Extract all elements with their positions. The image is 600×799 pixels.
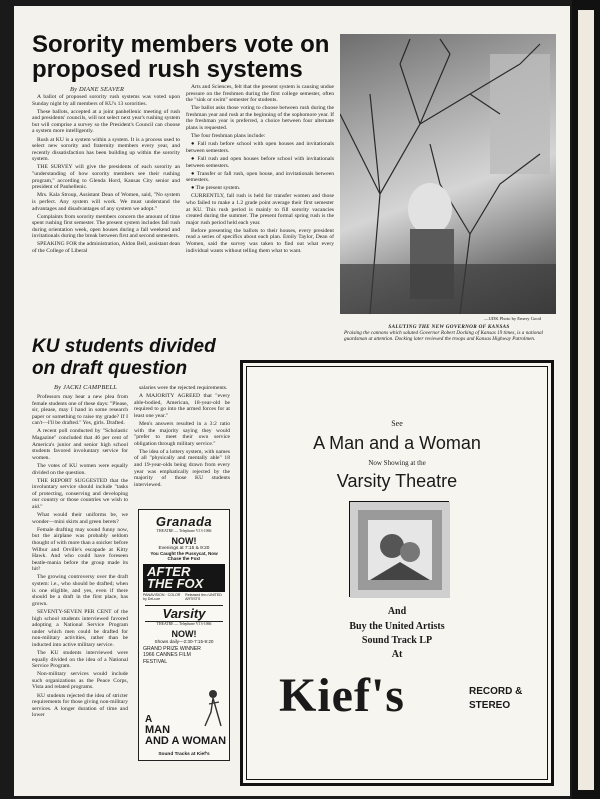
paragraph: What would their uniforms be, we wonder—mini skirts and green berets? bbox=[32, 512, 128, 525]
paragraph: The KU students interviewed were equally divided on the idea of a National Service Program. bbox=[32, 649, 128, 670]
evening-times: Evenings at 7:15 & 9:20 bbox=[158, 546, 210, 551]
show-times: Shows daily—2:30-7:15-9:20 bbox=[154, 639, 214, 644]
varsity-sub: THEATRE — Telephone VI 3-1066 bbox=[156, 622, 212, 626]
kiefs-record-ad bbox=[240, 360, 554, 786]
after-the-fox-logo bbox=[143, 564, 225, 592]
adjacent-page-strip bbox=[578, 10, 594, 790]
paragraph: Rush at KU is a system within a system. It is a process used to select new sorority and fraternity members every year, and recently dissatisfaction has been building up within the sorority system. bbox=[32, 136, 180, 163]
film1-distributor: Released thru UNITED ARTISTS bbox=[185, 593, 222, 601]
granada-theater-ad bbox=[138, 509, 230, 761]
paragraph: Men's answers resulted in a 3:2 ratio with the majority saying they would "prefer to meet their own service obligation through military service." bbox=[134, 420, 230, 447]
ad-soundtrack: Sound Track LP bbox=[361, 635, 433, 646]
soundtrack-note: Sound Tracks at Kief's bbox=[158, 752, 210, 757]
paragraph: ● Transfer or fall rush, open house, and invitationals between semesters. bbox=[186, 170, 334, 184]
ad-see: See bbox=[391, 419, 403, 428]
paragraph: SPEAKING FOR the administration, Aldon Bell, assistant dean of the College of Liberal bbox=[32, 241, 180, 255]
film1-line1: AFTER bbox=[147, 564, 191, 579]
ad-film-title: A Man and a Woman bbox=[313, 433, 481, 453]
photo-illustration bbox=[340, 34, 556, 314]
now-label-2: NOW! bbox=[171, 629, 197, 639]
paragraph: A MAJORITY AGREED that "every able-bodied, American, 18-year-old be required to go into the armed forces for at least one year." bbox=[134, 393, 230, 419]
album-cover bbox=[349, 501, 449, 597]
caption-title: SALUTING THE NEW GOVERNOR OF KANSAS bbox=[388, 324, 510, 330]
photo-credit: —UDK Photo by Emery Good bbox=[484, 316, 541, 321]
paragraph: The ballot asks those voting to choose between rush during the freshman year and rush at the beginning of the sophomore year. If the freshman year is preferred, a choice between four alternate plans is requested. bbox=[186, 105, 334, 132]
paragraph: Female drafting may sound funny now, but the airplane was probably seldom thought of with more than a snicker before Wilbur and Orville's escapade at Kitty Hawk. And who could have foreseen beatle-mania before the group made its hit? bbox=[32, 526, 128, 573]
paragraph: These ballots, accepted at a joint panhellenic meeting of rush and presidents' councils, will not select next year's rushing system but will comprise a survey so the President's Council can choose a system more intelligently. bbox=[32, 108, 180, 135]
article1-byline: By DIANE SEAVER bbox=[70, 86, 125, 93]
paragraph: A recent poll conducted by "Scholastic Magazine" concluded that 46 per cent of America's junior and senior high school students favored involuntary service for women. bbox=[32, 428, 128, 461]
article1-headline-line1: Sorority members vote on bbox=[32, 31, 330, 58]
man-and-woman-logo bbox=[145, 714, 226, 747]
governor-salute-photo bbox=[340, 34, 556, 314]
paragraph: salaries were the rejected requirements. bbox=[139, 385, 228, 391]
granada-sub: THEATRE — Telephone VI 3-1066 bbox=[156, 529, 212, 533]
paragraph: The votes of KU women were equally divided on the question. bbox=[32, 462, 128, 476]
paragraph: Non-military services would include such organizations as the Peace Corps, Vista and related programs. bbox=[32, 671, 128, 691]
article2-column-2 bbox=[134, 385, 230, 505]
photo-caption bbox=[344, 324, 554, 343]
paragraph: Professors may hear a new plea from female students one of these days: "Please, sir, please, may I hand in some research paper or something to raise my grade? If I can't—I'll be drafted." Yes, girls. Drafted. bbox=[32, 394, 128, 427]
article1-headline-line2: proposed rush systems bbox=[32, 56, 303, 83]
film2-line2: MAN bbox=[145, 724, 171, 736]
article1-column-1 bbox=[32, 94, 180, 346]
paragraph: The growing controversy over the draft system: i.e., who should be drafted; when is one eligible, and yes, even if there should be a draft in the first place, has grown. bbox=[32, 574, 128, 607]
article1-column-2 bbox=[186, 84, 334, 346]
ad-at: At bbox=[391, 649, 403, 660]
ad-now-showing: Now Showing at the bbox=[368, 459, 426, 467]
paragraph: ● Fall rush before school with open houses and invitationals between semesters. bbox=[186, 141, 334, 154]
film1-credits bbox=[139, 592, 229, 602]
paragraph: The idea of a lottery system, with names of all "physically and mentally able" 18 and 19-year-olds being drawn from every year was emphatically rejected by the majority of those KU students interviewed. bbox=[134, 448, 230, 488]
paragraph: ● Fall rush and open houses before school with invitationals between semesters. bbox=[186, 155, 334, 169]
record-label: RECORD & bbox=[469, 686, 523, 697]
film2-line3: AND A WOMAN bbox=[145, 735, 227, 747]
paragraph: Arts and Sciences, felt that the present system is causing undue pressure on the freshmen during the first college semester, often the "sink or swim" semester for students. bbox=[186, 84, 334, 104]
award-text bbox=[139, 644, 229, 667]
film1-line2: THE FOX bbox=[147, 576, 204, 591]
paragraph: Mrs. Kala Stroup, Assistant Dean of Women, said, "No system is perfect. Any system will work. We must understand the advantages and disadvantages of any system we adopt." bbox=[32, 192, 180, 212]
now-label-1: NOW! bbox=[171, 536, 197, 546]
ad-buy: Buy the United Artists bbox=[349, 621, 445, 632]
paragraph: A ballot of proposed sorority rush systems was voted upon Sunday night by all members of KU's 13 sororities. bbox=[32, 94, 180, 107]
paragraph: THE SURVEY will give the presidents of each sorority an "understanding of how sorority members see their rushing program," according to Glenda Hord, Kansas City senior and president of Panhellenic. bbox=[32, 164, 180, 191]
award-line2: 1966 CANNES FILM bbox=[143, 652, 191, 659]
article2-byline: By JACKI CAMPBELL bbox=[54, 384, 118, 391]
ad-and: And bbox=[387, 606, 407, 617]
varsity-logo: Varsity bbox=[145, 605, 223, 622]
caption-body: Praising the cannons which saluted Governor Robert Docking of Kansas 19 times, is a national guardsman at attention. Docking later reviewed the troops and Kansas Highway Patrolmen. bbox=[344, 330, 543, 343]
article2-column-1 bbox=[32, 394, 128, 789]
record-stereo-label bbox=[469, 685, 522, 713]
article2-headline-line2: on draft question bbox=[32, 358, 188, 379]
paragraph: SEVENTY-SEVEN PER CENT of the high school students interviewed favored adopting a National Service Program under which men could be drafted for non-military activities, rather than be inducted into active military service. bbox=[32, 608, 128, 648]
album-art-icon bbox=[350, 502, 450, 598]
film-tagline: You Caught the Pussycat, Now Chase the Fox! bbox=[150, 551, 218, 561]
newspaper-page bbox=[14, 6, 570, 796]
stereo-label: STEREO bbox=[469, 700, 511, 711]
paragraph: Before presenting the ballots to their houses, every president read a series of specifics about each plan. Emily Taylor, Dean of Women, said the survey was taken to find out what every individual wants without telling them what to want. bbox=[186, 227, 334, 254]
article1-headline bbox=[32, 32, 352, 82]
granada-logo: Granada bbox=[155, 514, 213, 529]
kiefs-logo: Kief's bbox=[279, 669, 405, 722]
film2-line1: A bbox=[145, 714, 153, 725]
film1-credit: PANAVISION · COLOR by DeLuxe bbox=[143, 593, 181, 601]
award-line3: FESTIVAL bbox=[143, 658, 168, 665]
article2-headline-line1: KU students divided bbox=[32, 336, 216, 357]
award-line1: GRAND PRIZE WINNER bbox=[143, 646, 201, 652]
ad-theater-name: Varsity Theatre bbox=[336, 471, 458, 491]
paragraph: The four freshman plans include: bbox=[191, 133, 266, 140]
paragraph: CURRENTLY, fall rush is held for transfer women and those who failed to make a 1.2 grade point average their first semester at KU. This rush period is mainly to fill sorority vacancies created during the summer. The present formal spring rush is the major rush period held each year. bbox=[186, 193, 334, 226]
article2-headline bbox=[32, 336, 242, 380]
paragraph: THE REPORT SUGGESTED that the involuntary service should include "tasks of protecting, conserving and developing our country or those countries we wish to aid." bbox=[32, 477, 128, 510]
paragraph: KU students rejected the idea of stricter requirements for those giving non-military services. A longer duration of time and lower bbox=[32, 692, 128, 719]
paragraph: Complaints from sorority members concern the amount of time spent rushing first semester. The present system includes fall rush during orientation week, open houses during a fall weekend and invitationals during the break between first and second semesters. bbox=[32, 213, 180, 240]
paragraph: ● The present system. bbox=[191, 185, 241, 192]
